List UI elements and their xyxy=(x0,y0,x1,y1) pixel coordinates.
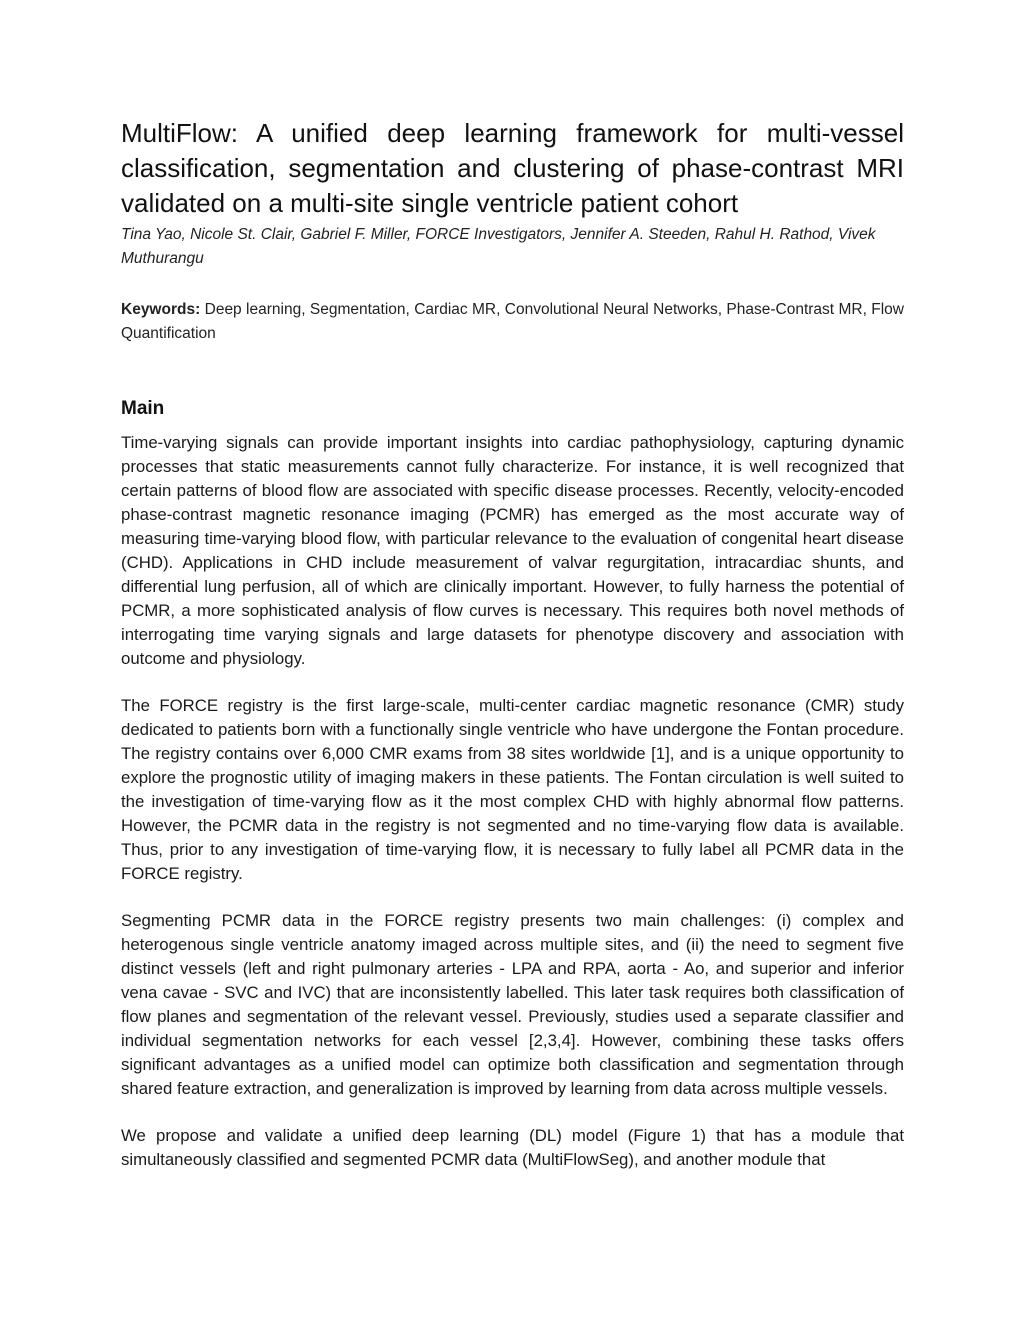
keywords-line xyxy=(121,298,904,346)
paragraph: We propose and validate a unified deep learning (DL) model (Figure 1) that has a module that simultaneously classified and segmented PCMR data (MultiFlowSeg), and another module that xyxy=(121,1126,904,1169)
paragraph: The FORCE registry is the first large-scale, multi-center cardiac magnetic resonance (CMR) study dedicated to patients born with a functionally single ventricle who have undergone the Fontan procedure. The registry contains over 6,000 CMR exams from 38 sites worldwide [1], and is a unique opportunity to explore the prognostic utility of imaging makers in these patients. The Fontan circulation is well suited to the investigation of time-varying flow as it the most complex CHD with highly abnormal flow patterns. However, the PCMR data in the registry is not segmented and no time-varying flow data is available. Thus, prior to any investigation of time-varying flow, it is necessary to fully label all PCMR data in the FORCE registry. xyxy=(121,696,904,883)
paragraph: Segmenting PCMR data in the FORCE registry presents two main challenges: (i) complex and heterogenous single ventricle anatomy imaged across multiple sites, and (ii) the need to segment five distinct vessels (left and right pulmonary arteries - LPA and RPA, aorta - Ao, and superior and inferior vena cavae - SVC and IVC) that are inconsistently labelled. This later task requires both classification of flow planes and segmentation of the relevant vessel. Previously, studies used a separate classifier and individual segmentation networks for each vessel [2,3,4]. However, combining these tasks offers significant advantages as a unified model can optimize both classification and segmentation through shared feature extraction, and generalization is improved by learning from data across multiple vessels. xyxy=(121,911,904,1098)
author-list: Tina Yao, Nicole St. Clair, Gabriel F. Miller, FORCE Investigators, Jennifer A. Steeden, Rahul H. Rathod, Vivek Muthurangu xyxy=(121,226,876,267)
paragraph: Time-varying signals can provide important insights into cardiac pathophysiology, capturing dynamic processes that static measurements cannot fully characterize. For instance, it is well recognized that certain patterns of blood flow are associated with specific disease processes. Recently, velocity-encoded phase-contrast magnetic resonance imaging (PCMR) has emerged as the most accurate way of measuring time-varying blood flow, with particular relevance to the evaluation of congenital heart disease (CHD). Applications in CHD include measurement of valvar regurgitation, intracardiac shunts, and differential lung perfusion, all of which are clinically important. However, to fully harness the potential of PCMR, a more sophisticated analysis of flow curves is necessary. This requires both novel methods of interrogating time varying signals and large datasets for phenotype discovery and association with outcome and physiology. xyxy=(121,433,904,668)
keywords-text: Deep learning, Segmentation, Cardiac MR, Convolutional Neural Networks, Phase-Contrast MR, Flow Quantification xyxy=(121,301,904,342)
keywords-label: Keywords: xyxy=(121,301,201,318)
paper-title: MultiFlow: A unified deep learning framework for multi-vessel classification, segmentation and clustering of phase-contrast MRI validated on a multi-site single ventricle patient cohort xyxy=(121,118,904,218)
section-heading-main: Main xyxy=(121,398,165,419)
paper-page xyxy=(121,116,904,1172)
